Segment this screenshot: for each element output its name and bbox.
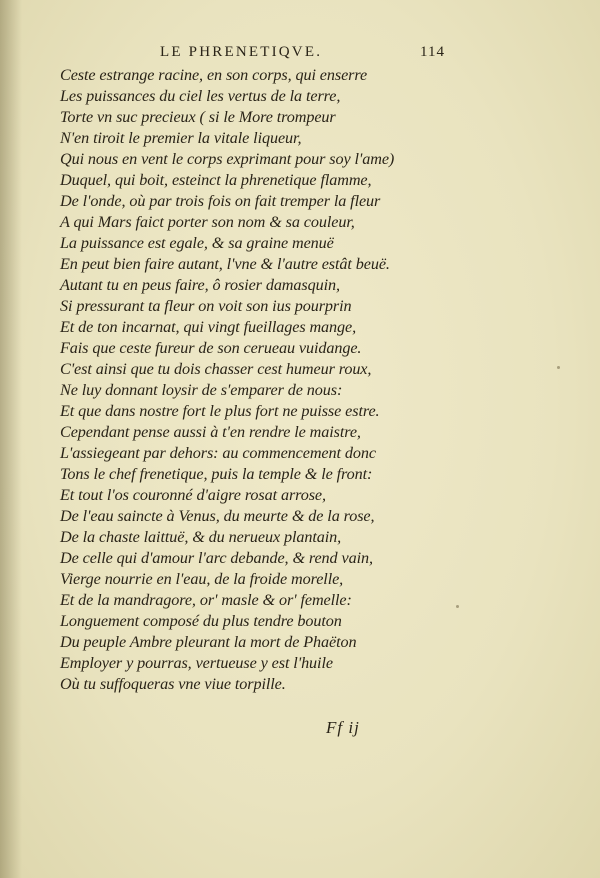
verse-line: De la chaste laittuë, & du nerueux plantain, — [60, 528, 342, 546]
verse-line: Qui nous en vent le corps exprimant pour soy l'ame) — [60, 150, 395, 168]
paper-speck — [456, 605, 459, 608]
verse-line: Et de la mandragore, or' masle & or' femelle: — [60, 591, 352, 609]
verse-line: Longuement composé du plus tendre bouton — [60, 612, 342, 630]
verse-line: Où tu suffoqueras vne viue torpille. — [60, 675, 286, 693]
gutter-shadow — [0, 0, 22, 878]
verse-line: A qui Mars faict porter son nom & sa couleur, — [60, 213, 355, 231]
verse-line: Et que dans nostre fort le plus fort ne puisse estre. — [60, 402, 380, 420]
verse-line: Duquel, qui boit, esteinct la phrenetique flamme, — [60, 171, 372, 189]
verse-line: De l'eau saincte à Venus, du meurte & de la rose, — [60, 507, 375, 525]
paper-speck — [557, 366, 560, 369]
verse-line: Ceste estrange racine, en son corps, qui enserre — [60, 66, 368, 84]
verse-line: Employer y pourras, vertueuse y est l'huile — [60, 654, 333, 672]
verse-line: Et tout l'os couronné d'aigre rosat arrose, — [60, 486, 326, 504]
verse-line: En peut bien faire autant, l'vne & l'autre estât beuë. — [60, 255, 390, 273]
verse-line: Fais que ceste fureur de son cerueau vuidange. — [60, 339, 362, 357]
verse-line: Tons le chef frenetique, puis la temple & le front: — [60, 465, 373, 483]
verse-line: L'assiegeant par dehors: au commencement donc — [60, 444, 376, 462]
verse-line: N'en tiroit le premier la vitale liqueur, — [60, 129, 302, 147]
verse-line: Ne luy donnant loysir de s'emparer de nous: — [60, 381, 343, 399]
verse-line: Vierge nourrie en l'eau, de la froide morelle, — [60, 570, 344, 588]
page-number: 114 — [420, 44, 445, 60]
signature-mark: Ff ij — [326, 718, 360, 737]
page-header — [0, 44, 600, 64]
verse-line: La puissance est egale, & sa graine menuë — [60, 234, 334, 252]
verse-line: Les puissances du ciel les vertus de la terre, — [60, 87, 341, 105]
verse-line: Du peuple Ambre pleurant la mort de Phaëton — [60, 633, 357, 651]
verse-line: Si pressurant ta fleur on voit son ius pourprin — [60, 297, 352, 315]
verse-line: Et de ton incarnat, qui vingt fueillages mange, — [60, 318, 357, 336]
verse-line: De l'onde, où par trois fois on fait tremper la fleur — [60, 192, 381, 210]
running-title: LE PHRENETIQVE. — [160, 44, 323, 60]
verse-line: Autant tu en peus faire, ô rosier damasquin, — [60, 276, 340, 294]
verse-line: De celle qui d'amour l'arc debande, & rend vain, — [60, 549, 373, 567]
verse-line: C'est ainsi que tu dois chasser cest humeur roux, — [60, 360, 372, 378]
verse-line: Torte vn suc precieux ( si le More trompeur — [60, 108, 336, 126]
verse-line: Cependant pense aussi à t'en rendre le maistre, — [60, 423, 361, 441]
